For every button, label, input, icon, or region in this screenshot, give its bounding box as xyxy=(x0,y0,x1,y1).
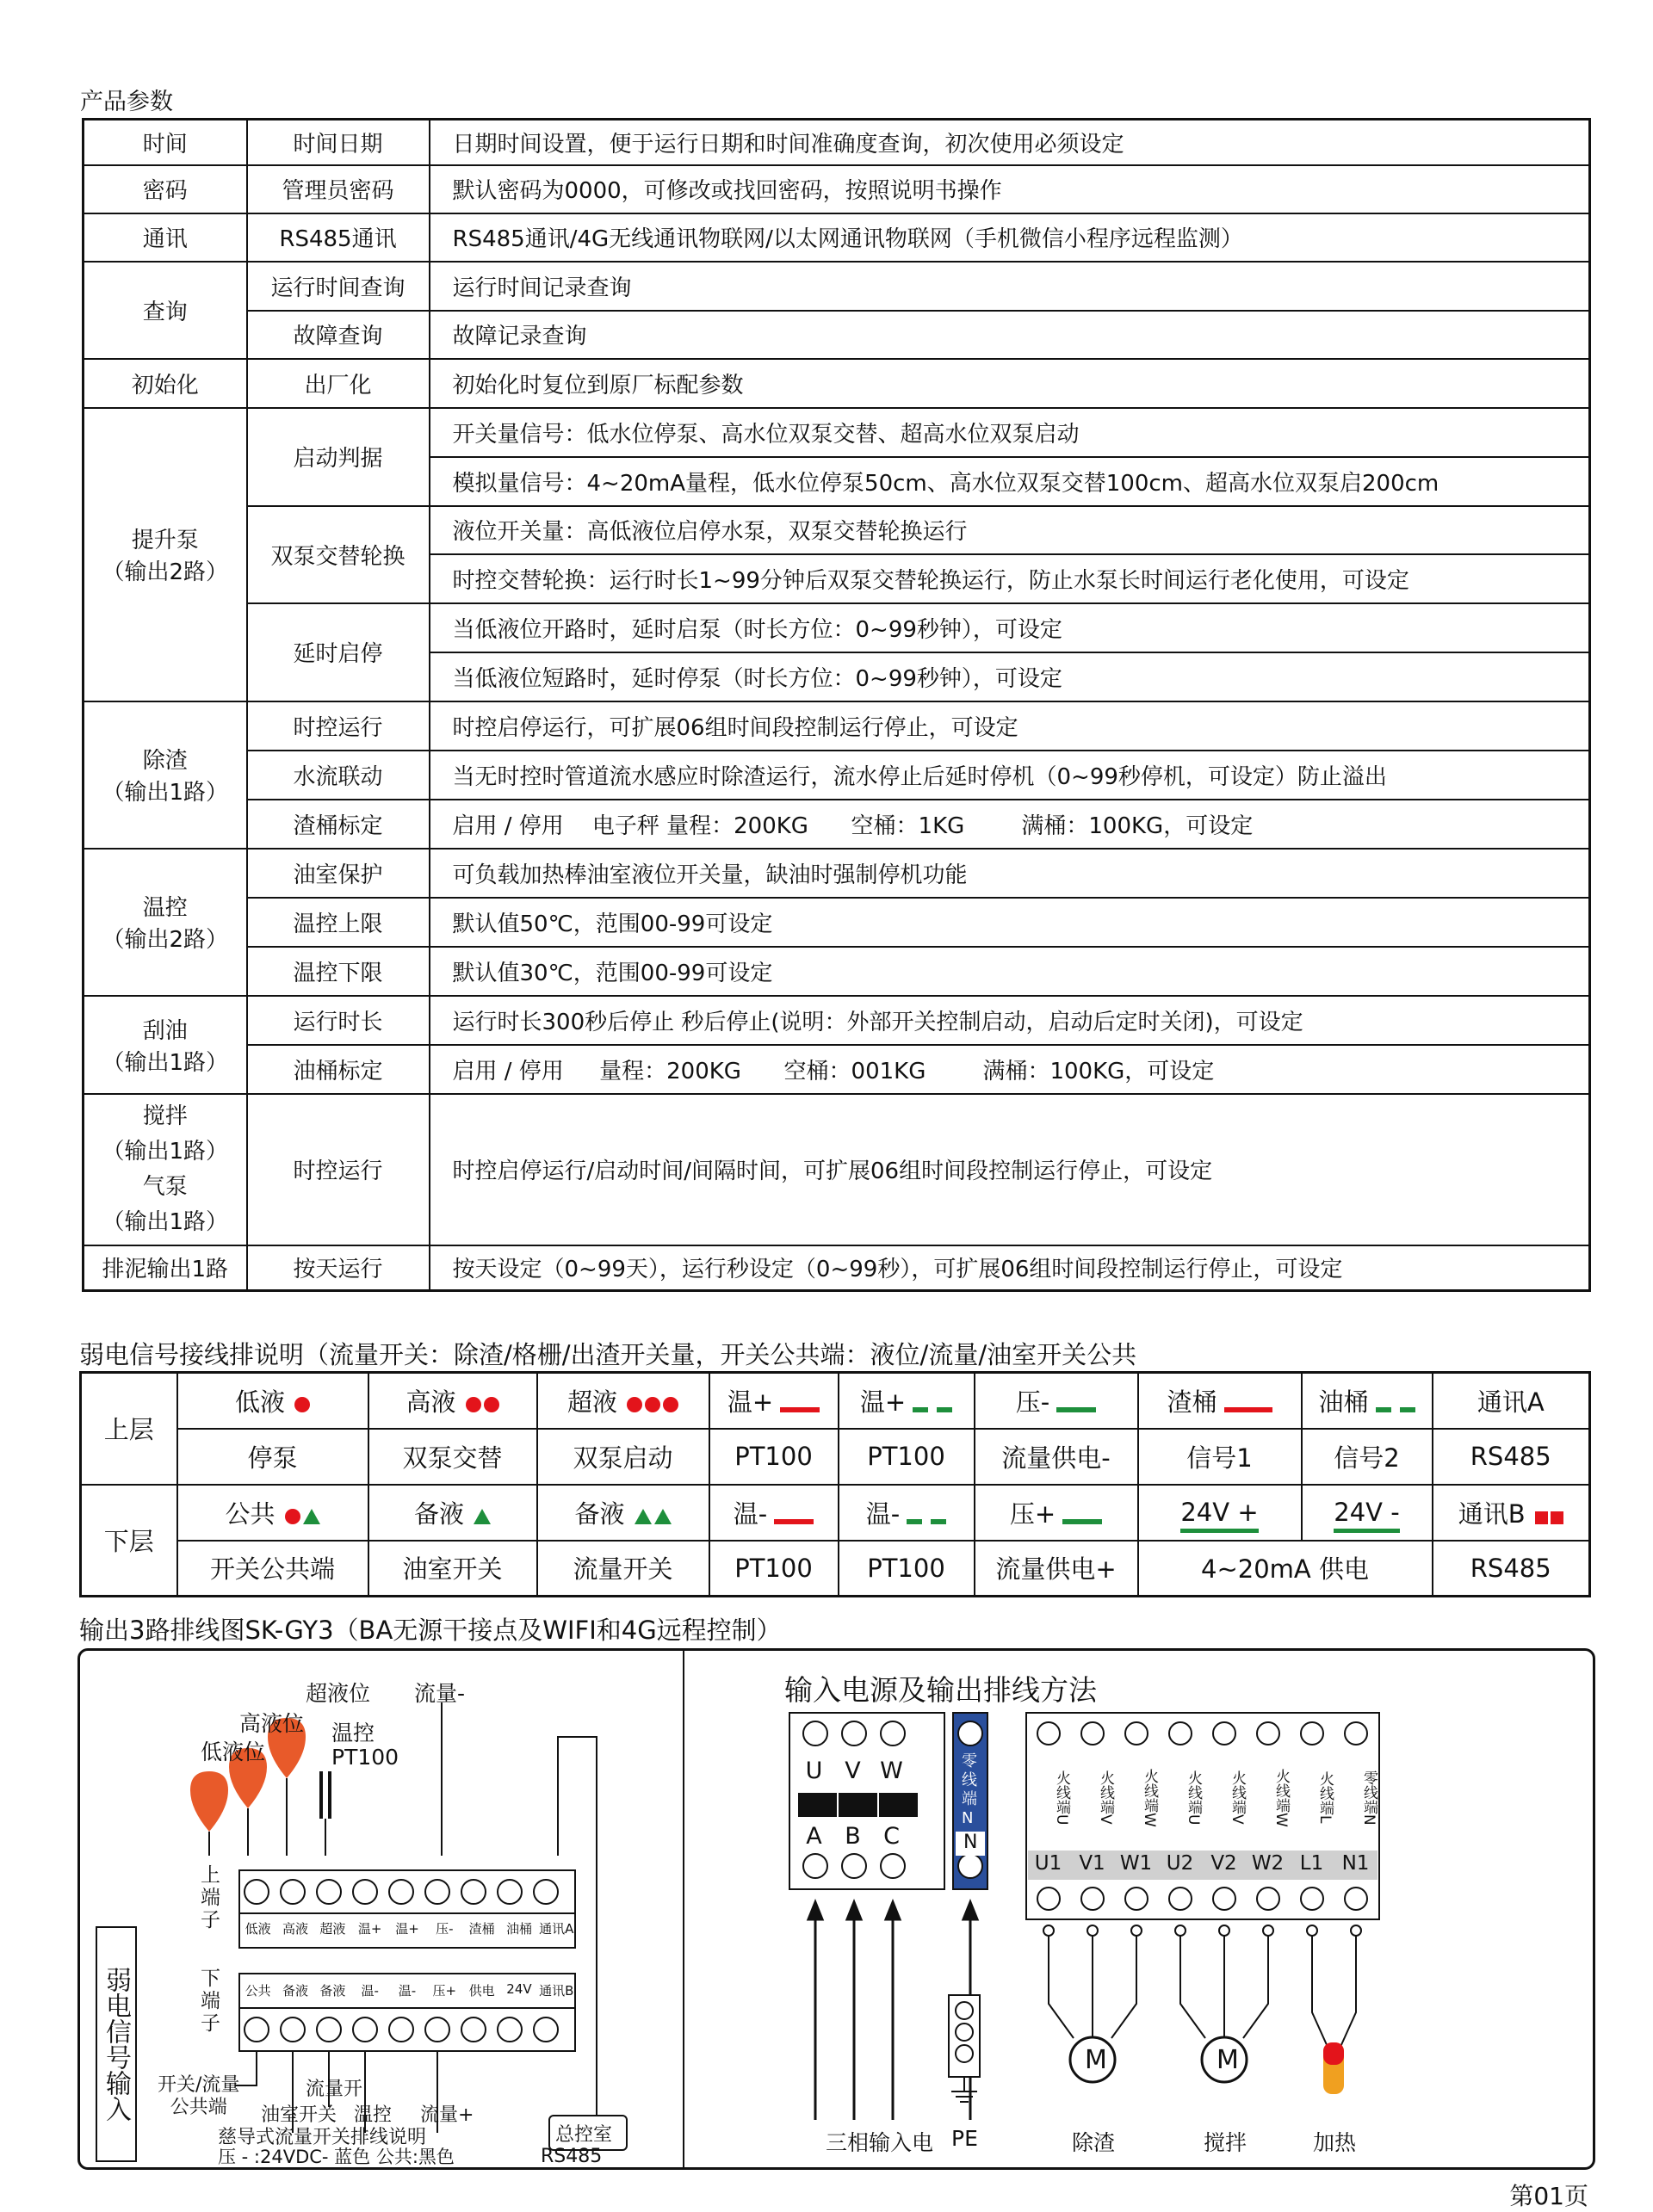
sig-cell: PT100 xyxy=(839,1429,975,1485)
sig-cell: RS485 xyxy=(1433,1429,1590,1485)
param-cell: 按天运行 xyxy=(247,1245,430,1291)
upper-terminal-screws-icon xyxy=(245,1880,558,1904)
param-cell: 按天设定（0~99天），运行秒设定（0~99秒），可扩展06组时间段控制运行停止，可设定 xyxy=(430,1245,1590,1291)
right-diagram-title: 输入电源及输出排线方法 xyxy=(784,1673,1097,1707)
param-cell: 运行时间查询 xyxy=(247,262,430,311)
sig-cell: 流量供电- xyxy=(975,1429,1138,1485)
sig-cell: 油桶 xyxy=(1302,1373,1433,1429)
controller-label: 总控室 xyxy=(555,2124,613,2146)
param-cell: 时控运行 xyxy=(247,701,430,751)
sig-cell: 油室开关 xyxy=(368,1541,537,1597)
sig-cell: 压+ xyxy=(975,1485,1138,1541)
param-cell: 通讯 xyxy=(84,213,247,262)
sig-cell: 信号2 xyxy=(1302,1429,1433,1485)
param-cell: 模拟量信号：4~20mA量程，低水位停泵50cm、高水位双泵交替100cm、超高水位双泵启200cm xyxy=(430,457,1590,506)
param-cell: 延时启停 xyxy=(247,603,430,701)
temp-control-label: 温控 xyxy=(354,2104,393,2126)
ground-symbol-icon xyxy=(951,2077,977,2102)
param-cell: 油桶标定 xyxy=(247,1045,430,1094)
sig-cell: 开关公共端 xyxy=(177,1541,368,1597)
param-cell: 双泵交替轮换 xyxy=(247,506,430,603)
sig-cell: 双泵交替 xyxy=(368,1429,537,1485)
param-cell: 初始化时复位到原厂标配参数 xyxy=(430,359,1590,408)
sensor-pt100-label: 温控 PT100 xyxy=(331,1721,399,1770)
param-cell: 管理员密码 xyxy=(247,165,430,213)
param-cell: 温控下限 xyxy=(247,947,430,996)
sensor-flow-label: 流量- xyxy=(414,1681,466,1706)
sig-cell: 信号1 xyxy=(1138,1429,1302,1485)
sig-cell: 高液 xyxy=(368,1373,537,1429)
load-stir-label: 搅拌 xyxy=(1204,2130,1247,2155)
upper-layer-label: 上层 xyxy=(81,1373,177,1485)
float-ball-super-icon xyxy=(268,1718,306,1856)
flow-switch-label: 流量开 xyxy=(306,2079,363,2100)
sensor-low-label: 低液位 xyxy=(201,1739,266,1764)
sig-cell: RS485 xyxy=(1433,1541,1590,1597)
sig-cell: 4~20mA 供电 xyxy=(1138,1541,1433,1597)
wiring-title: 输出3路排线图SK-GY3（BA无源干接点及WIFI和4G远程控制） xyxy=(79,1616,782,1645)
sig-cell: 压- xyxy=(975,1373,1138,1429)
motor-symbol: M xyxy=(1217,2045,1239,2075)
sig-cell: 24V + xyxy=(1138,1485,1302,1541)
sensor-high-label: 高液位 xyxy=(239,1711,305,1736)
sig-cell: 停泵 xyxy=(177,1429,368,1485)
load-slag-label: 除渣 xyxy=(1072,2130,1116,2155)
output-headers: 火线端U 火线端V 火线端W 火线端U 火线端V 火线端W 火线端L 零线端N xyxy=(1053,1768,1378,1827)
param-cell: 查询 xyxy=(84,262,247,359)
param-cell: 运行时间记录查询 xyxy=(430,262,1590,311)
power-bottom-labels: A B C xyxy=(806,1823,900,1850)
param-cell: 液位开关量：高低液位启停水泵，双泵交替轮换运行 xyxy=(430,506,1590,554)
param-cell: 默认值30℃，范围00-99可设定 xyxy=(430,947,1590,996)
param-cell: 默认值50℃，范围00-99可设定 xyxy=(430,898,1590,947)
param-cell: 时间日期 xyxy=(247,120,430,165)
param-cell: 搅拌 （输出1路） 气泵 （输出1路） xyxy=(84,1094,247,1245)
output-wires xyxy=(1043,1925,1361,2047)
param-cell: 开关量信号：低水位停泵、高水位双泵交替、超高水位双泵启动 xyxy=(430,408,1590,457)
param-cell: 启用 / 停用 电子秤 量程：200KG 空桶：1KG 满桶：100KG，可设定 xyxy=(430,800,1590,849)
param-cell: RS485通讯 xyxy=(247,213,430,262)
neutral-terminal-label: 零线端N xyxy=(962,1752,977,1827)
sig-cell: 温- xyxy=(709,1485,839,1541)
param-cell: 排泥输出1路 xyxy=(84,1245,247,1291)
output-codes: U1 V1 W1 U2 V2 W2 L1 N1 xyxy=(1034,1852,1370,1875)
lower-layer-label: 下层 xyxy=(81,1485,177,1597)
sig-cell: 流量开关 xyxy=(537,1541,709,1597)
sig-cell: 通讯A xyxy=(1433,1373,1590,1429)
param-cell: 除渣 （输出1路） xyxy=(84,701,247,849)
param-cell: 刮油 （输出1路） xyxy=(84,996,247,1094)
param-cell: 温控 （输出2路） xyxy=(84,849,247,996)
diagram-divider xyxy=(683,1651,684,2167)
sig-cell: 通讯B xyxy=(1433,1485,1590,1541)
param-cell: 时间 xyxy=(84,120,247,165)
upper-terminal-label: 上端子 xyxy=(201,1864,220,1931)
param-cell: 默认密码为0000，可修改或找回密码，按照说明书操作 xyxy=(430,165,1590,213)
param-cell: 时控启停运行/启动时间/间隔时间，可扩展06组时间段控制运行停止，可设定 xyxy=(430,1094,1590,1245)
sig-cell: 24V - xyxy=(1302,1485,1433,1541)
weak-signal-vertical-label: 弱电信号输入 xyxy=(96,1926,137,2162)
common-terminal-label: 开关/流量 公共端 xyxy=(158,2074,240,2118)
three-phase-input-label: 三相输入电 xyxy=(826,2130,934,2155)
param-cell: 时控启停运行，可扩展06组时间段控制运行停止，可设定 xyxy=(430,701,1590,751)
param-cell: 运行时长300秒后停止 秒后停止(说明：外部开关控制启动，启动后定时关闭)，可设定 xyxy=(430,996,1590,1045)
param-cell: RS485通讯/4G无线通讯物联网/以太网通讯物联网（手机微信小程序远程监测） xyxy=(430,213,1590,262)
param-cell: 启用 / 停用 量程：200KG 空桶：001KG 满桶：100KG，可设定 xyxy=(430,1045,1590,1094)
signal-terminal-table xyxy=(79,1371,1591,1597)
power-top-labels: U V W xyxy=(805,1758,903,1784)
right-wiring-svg xyxy=(686,1651,1590,2167)
float-ball-low-icon xyxy=(190,1771,228,1856)
note-line-1: 压 - :24VDC- 蓝色 公共:黑色 xyxy=(218,2147,455,2167)
sig-cell: 双泵启动 xyxy=(537,1429,709,1485)
param-cell: 启动判据 xyxy=(247,408,430,506)
param-cell: 油室保护 xyxy=(247,849,430,898)
sig-cell: 流量供电+ xyxy=(975,1541,1138,1597)
param-cell: 当低液位开路时，延时启泵（时长方位：0~99秒钟），可设定 xyxy=(430,603,1590,652)
params-title: 产品参数 xyxy=(80,89,173,115)
param-cell: 渣桶标定 xyxy=(247,800,430,849)
oil-chamber-switch-label: 油室开关 xyxy=(261,2104,337,2126)
sig-cell: PT100 xyxy=(709,1541,839,1597)
wiring-diagram xyxy=(77,1648,1595,2170)
sig-cell: PT100 xyxy=(709,1429,839,1485)
sig-cell: 温- xyxy=(839,1485,975,1541)
sig-cell: PT100 xyxy=(839,1541,975,1597)
lower-terminal-label: 下端子 xyxy=(201,1968,220,2035)
sig-cell: 低液 xyxy=(177,1373,368,1429)
param-cell: 初始化 xyxy=(84,359,247,408)
rs485-label: RS485 xyxy=(541,2146,603,2167)
param-cell: 水流联动 xyxy=(247,751,430,800)
page-number: 第01页 xyxy=(1509,2182,1588,2210)
param-cell: 当低液位短路时，延时停泵（时长方位：0~99秒钟），可设定 xyxy=(430,652,1590,701)
param-cell: 密码 xyxy=(84,165,247,213)
param-cell: 日期时间设置，便于运行日期和时间准确度查询，初次使用必须设定 xyxy=(430,120,1590,165)
sensor-super-label: 超液位 xyxy=(306,1681,371,1706)
sig-cell: 温+ xyxy=(709,1373,839,1429)
pt100-probe-icon xyxy=(319,1771,331,1856)
pe-label: PE xyxy=(951,2126,978,2151)
param-cell: 当无时控时管道流水感应时除渣运行，流水停止后延时停机（0~99秒停机，可设定）防止溢出 xyxy=(430,751,1590,800)
param-cell: 提升泵 （输出2路） xyxy=(84,408,247,701)
load-heat-label: 加热 xyxy=(1313,2130,1357,2155)
param-cell: 时控交替轮换：运行时长1~99分钟后双泵交替轮换运行，防止水泵长时间运行老化使用，可设定 xyxy=(430,554,1590,603)
lower-terminal-screws-icon xyxy=(245,2017,558,2042)
neutral-n-label: N xyxy=(963,1832,978,1853)
param-cell: 故障查询 xyxy=(247,311,430,359)
param-cell: 可负载加热棒油室液位开关量，缺油时强制停机功能 xyxy=(430,849,1590,898)
param-cell: 故障记录查询 xyxy=(430,311,1590,359)
product-params-table xyxy=(82,118,1591,1292)
flow-plus-label: 流量+ xyxy=(420,2104,474,2126)
sig-cell: 备液 xyxy=(537,1485,709,1541)
sig-cell: 温+ xyxy=(839,1373,975,1429)
sig-cell: 超液 xyxy=(537,1373,709,1429)
lower-terminal-names: 公共 备液 备液 温- 温- 压+ 供电 24V 通讯B xyxy=(245,1981,574,1999)
upper-terminal-names: 低液 高液 超液 温+ 温+ 压- 渣桶 油桶 通讯A xyxy=(245,1921,574,1937)
param-cell: 温控上限 xyxy=(247,898,430,947)
param-cell: 出厂化 xyxy=(247,359,430,408)
signal-title: 弱电信号接线排说明（流量开关：除渣/格栅/出渣开关量，开关公共端：液位/流量/油室开关公共 xyxy=(79,1340,1137,1369)
note-title: 慈导式流量开关排线说明 xyxy=(218,2127,427,2148)
sig-cell: 渣桶 xyxy=(1138,1373,1302,1429)
sig-cell: 公共 xyxy=(177,1485,368,1541)
motor-symbol: M xyxy=(1085,2045,1107,2075)
param-cell: 运行时长 xyxy=(247,996,430,1045)
sig-cell: 备液 xyxy=(368,1485,537,1541)
param-cell: 时控运行 xyxy=(247,1094,430,1245)
